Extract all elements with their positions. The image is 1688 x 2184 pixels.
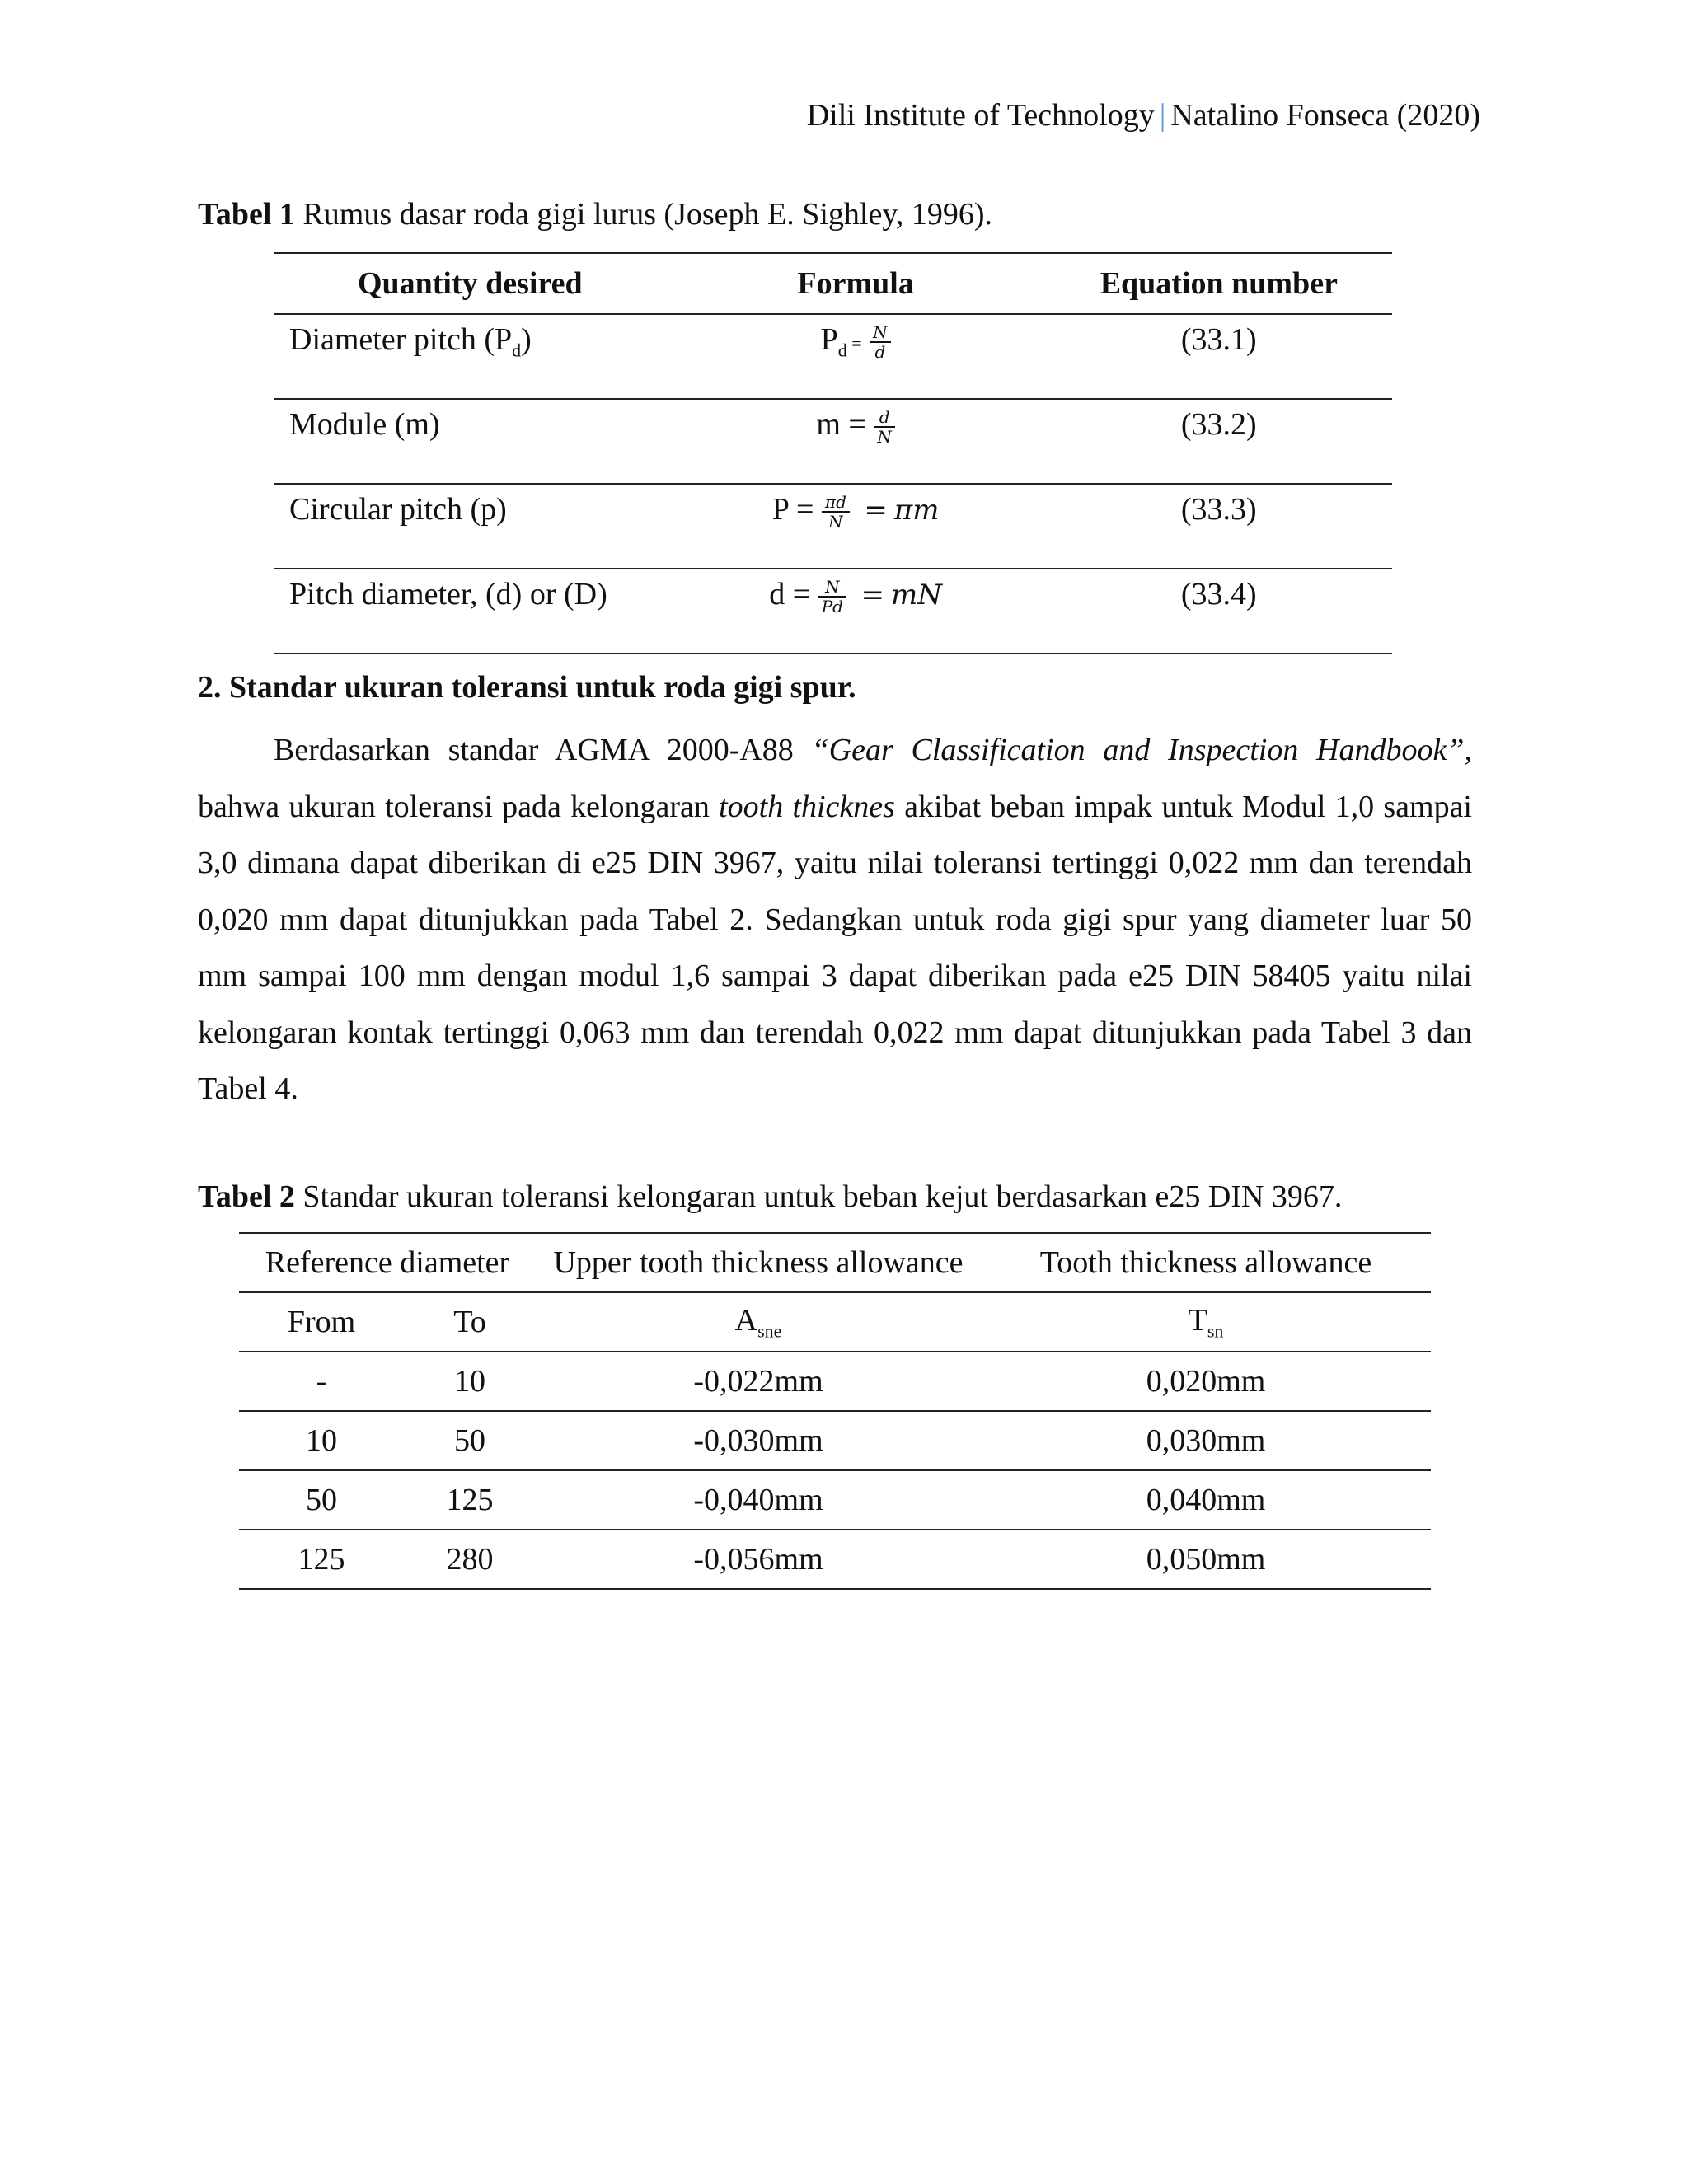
tolerance-table — [239, 1232, 1431, 1590]
formula-cell — [666, 569, 1046, 654]
table2-header-asne: $A_{sne}$ — [536, 1292, 981, 1352]
cell-from: 125 — [239, 1530, 404, 1589]
table-row — [274, 569, 1392, 654]
formula-rhs: = mN — [860, 579, 942, 612]
cell-asne: -0,030mm — [536, 1411, 981, 1470]
formula-lhs: $P_d$ = — [820, 322, 862, 361]
table2-header-to: To — [404, 1292, 536, 1352]
table2-caption-text: Standar ukuran toleransi kelongaran untuk beban kejut berdasarkan e25 DIN 3967. — [302, 1179, 1343, 1214]
formula-fraction: $\frac{d}{N}$ — [874, 408, 895, 446]
cell-from: 50 — [239, 1470, 404, 1530]
running-header — [807, 97, 1480, 134]
table-row — [274, 314, 1392, 399]
quantity-cell: Module (m) — [274, 399, 666, 484]
equation-number: (33.3) — [1046, 484, 1392, 569]
cell-from: - — [239, 1352, 404, 1411]
header-author: Natalino Fonseca (2020) — [1170, 98, 1480, 133]
quantity-cell: Diameter pitch $(P_d)$ — [274, 314, 666, 399]
table2-header-from: From — [239, 1292, 404, 1352]
table2-header-reference-diameter: Reference diameter — [239, 1233, 536, 1292]
cell-to: 125 — [404, 1470, 536, 1530]
equation-number: (33.1) — [1046, 314, 1392, 399]
formula-cell — [666, 484, 1046, 569]
cell-to: 10 — [404, 1352, 536, 1411]
table1-header-formula: Formula — [666, 253, 1046, 314]
table-row — [239, 1352, 1431, 1411]
cell-asne: -0,056mm — [536, 1530, 981, 1589]
header-institution: Dili Institute of Technology — [806, 98, 1155, 133]
table-row — [274, 399, 1392, 484]
quantity-cell: Circular pitch (p) — [274, 484, 666, 569]
section-title: 2. Standar ukuran toleransi untuk roda gigi spur. — [198, 670, 856, 705]
formula-fraction: $\frac{N}{Pd}$ — [818, 578, 846, 616]
table-row — [239, 1470, 1431, 1530]
table1-label: Tabel 1 — [198, 197, 295, 232]
table1-header-equation: Equation number — [1046, 253, 1392, 314]
formula-cell — [666, 399, 1046, 484]
equation-number: (33.2) — [1046, 399, 1392, 484]
table1-caption-text: Rumus dasar roda gigi lurus (Joseph E. Sighley, 1996). — [302, 197, 993, 232]
body-paragraph: Berdasarkan standar AGMA 2000-A88 “Gear Classification and Inspection Handbook”, bahwa ukuran toleransi pada kelongaran tooth thicknes akibat beban impak untuk Modul 1,0 sampai 3,0 dimana dapat diberikan di e25 DIN 3967, yaitu nilai toleransi tertinggi 0,022 mm dan terendah 0,020 mm dapat ditunjukkan pada Tabel 2. Sedangkan untuk roda gigi spur yang diameter luar 50 mm sampai 100 mm dengan modul 1,6 sampai 3 dapat diberikan pada e25 DIN 58405 yaitu nilai kelongaran kontak tertinggi 0,063 mm dan terendah 0,022 mm dapat ditunjukkan pada Tabel 3 dan Tabel 4. — [198, 733, 1472, 1106]
equation-number: (33.4) — [1046, 569, 1392, 654]
header-separator: | — [1159, 98, 1166, 133]
cell-tsn: 0,050mm — [981, 1530, 1431, 1589]
formula-rhs: = πm — [864, 494, 940, 527]
formula-table — [274, 252, 1392, 654]
cell-asne: -0,040mm — [536, 1470, 981, 1530]
table1-header-quantity: Quantity desired — [274, 253, 666, 314]
formula-lhs: P = — [771, 492, 814, 527]
cell-to: 50 — [404, 1411, 536, 1470]
table2-header-allowance: Tooth thickness allowance — [981, 1233, 1431, 1292]
formula-fraction: $\frac{N}{d}$ — [870, 323, 891, 361]
cell-asne: -0,022mm — [536, 1352, 981, 1411]
formula-fraction: $\frac{\pi d}{N}$ — [822, 493, 850, 531]
table2-caption — [198, 1179, 1342, 1215]
table-row — [239, 1530, 1431, 1589]
table2-header-upper-allowance: Upper tooth thickness allowance — [536, 1233, 981, 1292]
cell-tsn: 0,030mm — [981, 1411, 1431, 1470]
table2-header-tsn: $T_{sn}$ — [981, 1292, 1431, 1352]
cell-tsn: 0,040mm — [981, 1470, 1431, 1530]
cell-to: 280 — [404, 1530, 536, 1589]
table2-label: Tabel 2 — [198, 1179, 295, 1214]
cell-from: 10 — [239, 1411, 404, 1470]
formula-lhs: d = — [769, 577, 811, 612]
formula-lhs: m = — [816, 407, 866, 442]
quantity-cell: Pitch diameter, (d) or (D) — [274, 569, 666, 654]
table-row — [274, 484, 1392, 569]
formula-cell — [666, 314, 1046, 399]
table-row — [239, 1411, 1431, 1470]
table1-caption — [198, 196, 992, 232]
cell-tsn: 0,020mm — [981, 1352, 1431, 1411]
